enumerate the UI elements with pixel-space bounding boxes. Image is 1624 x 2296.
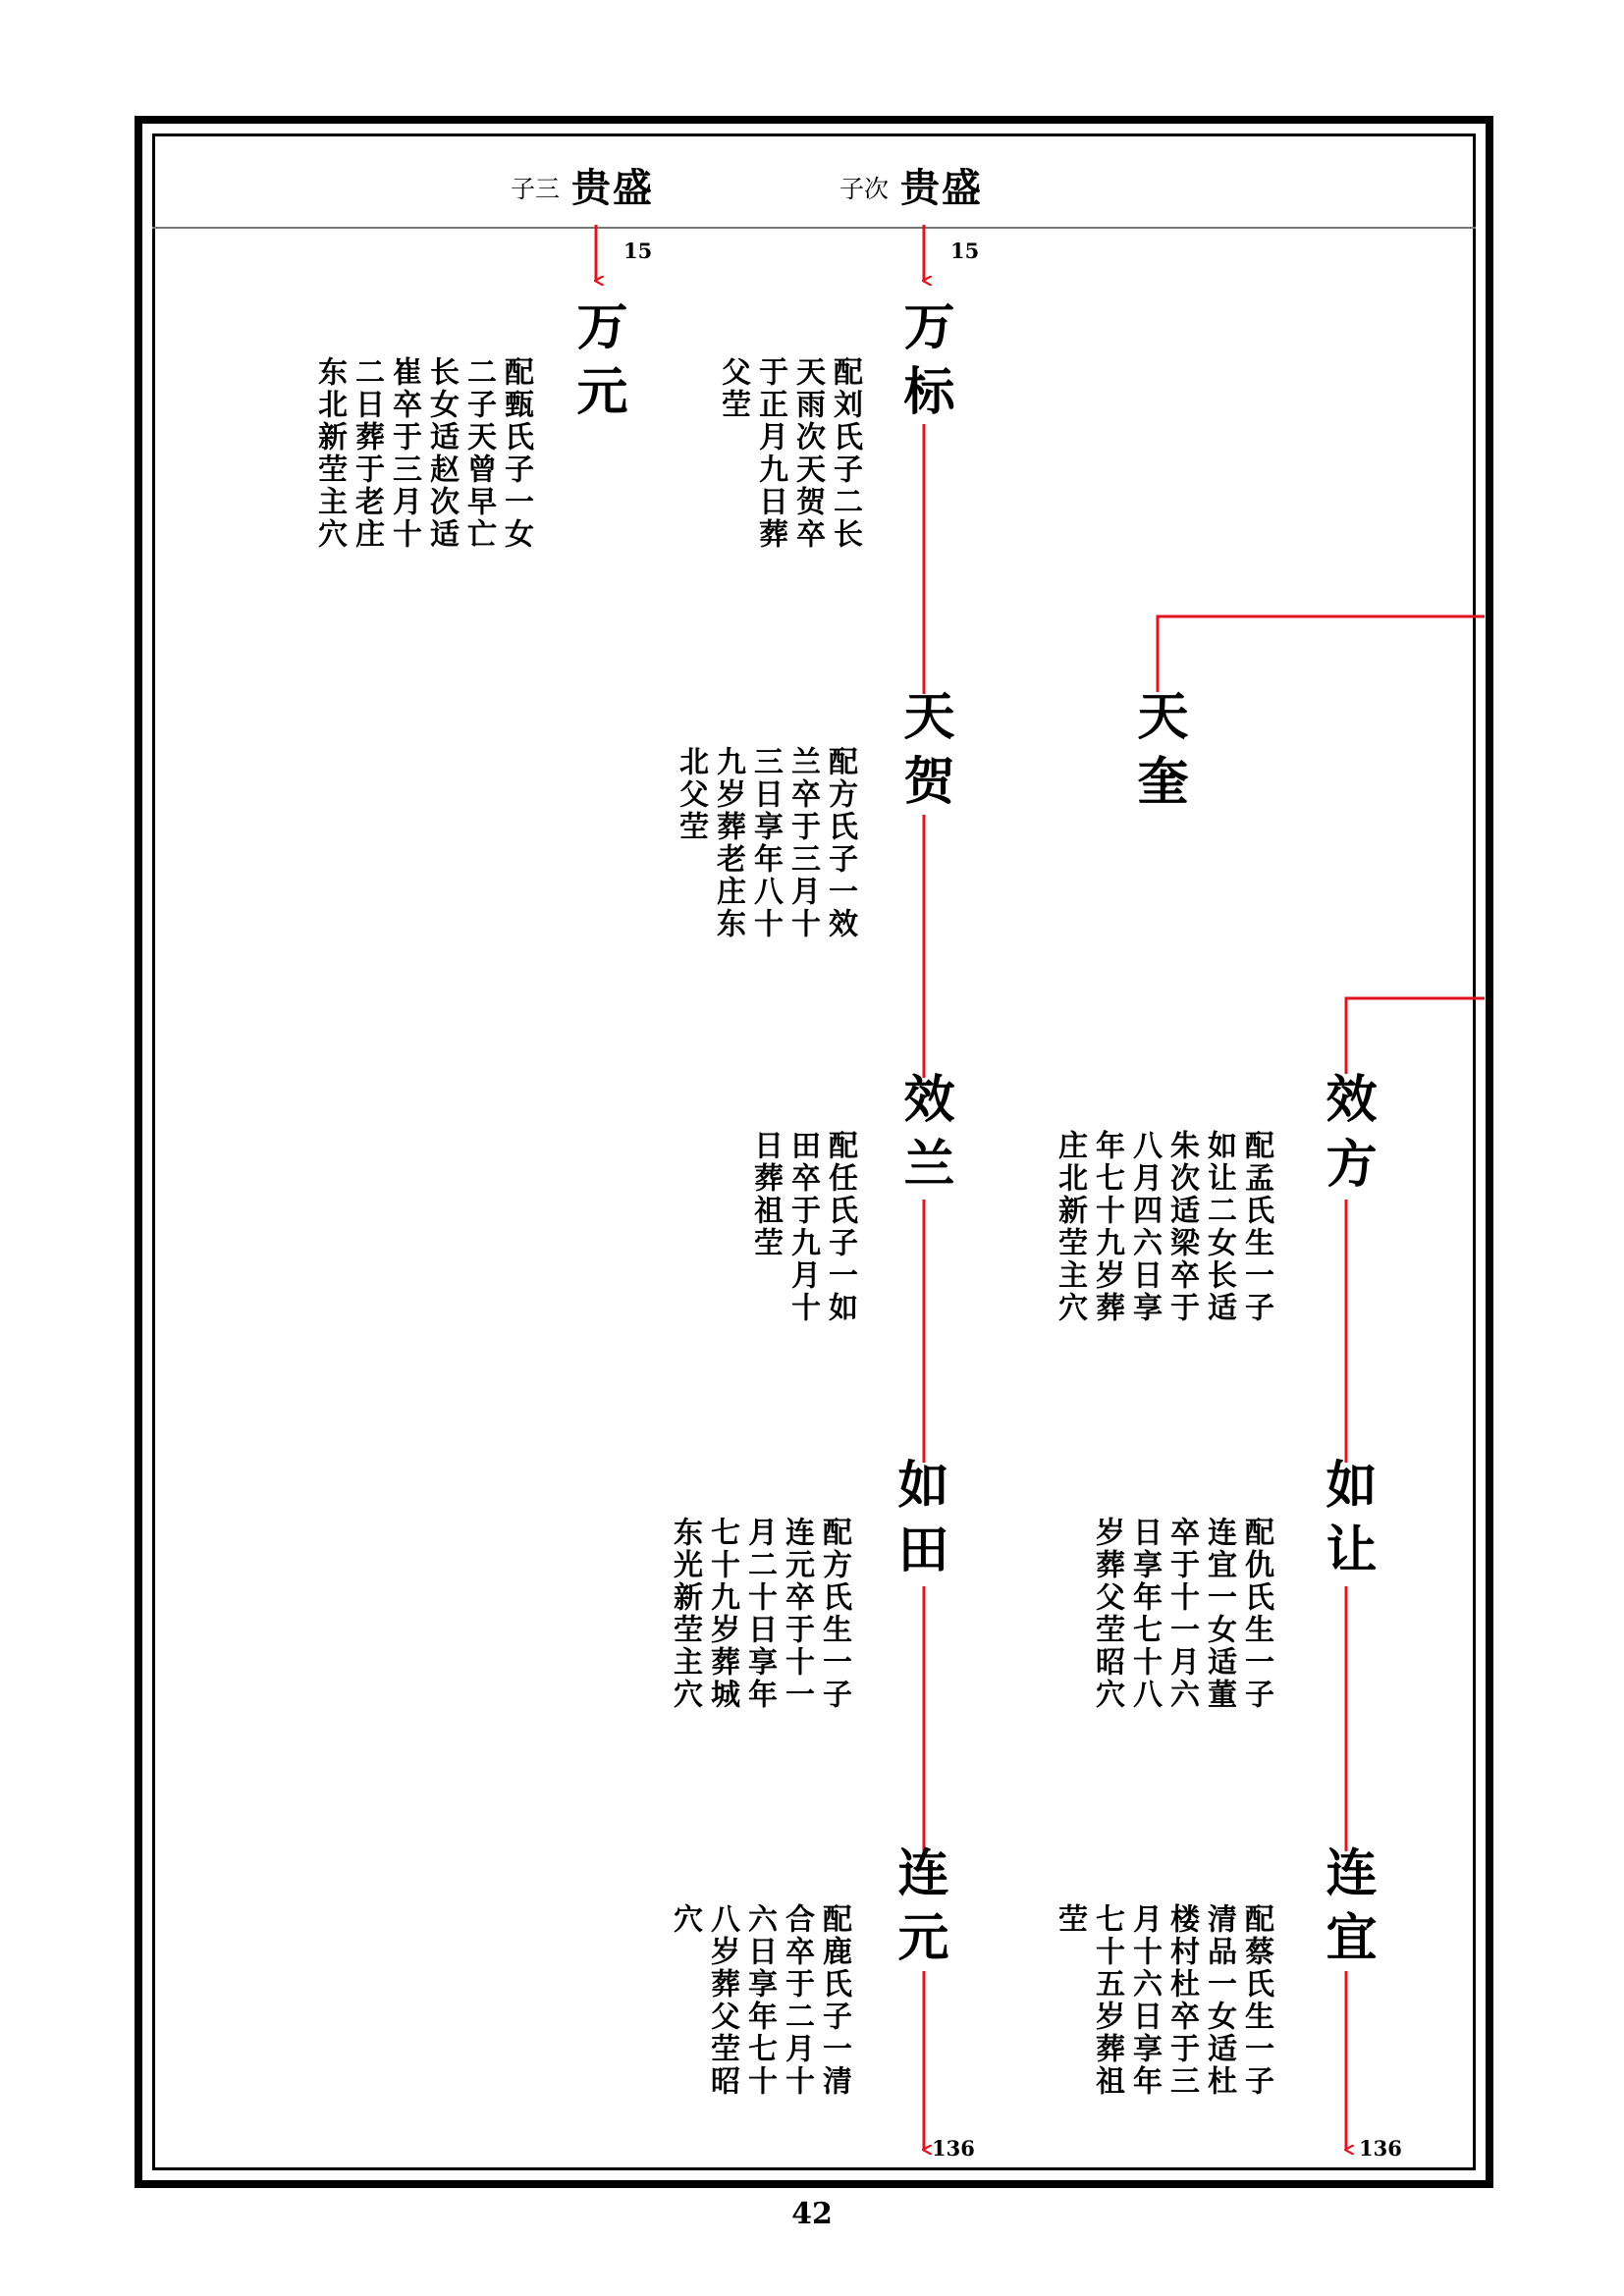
person-name-xiaolan: 效兰 — [894, 1072, 954, 1201]
footer-page-number: 42 — [791, 2197, 833, 2231]
person-note-xiaofang: 配孟氏生一子 如让二女长适 朱次适梁卒于 八月四六日享 年七十九岁葬 庄北新茔主穴 — [1053, 1130, 1273, 1324]
person-note-wanbiao: 配刘氏子二长 天雨次天贺卒 于正月九日葬 父茔 — [716, 356, 862, 551]
person-note-xiaolan: 配任氏子一如 田卒于九月十 日葬祖茔 — [748, 1130, 857, 1324]
header-ordinal-right: 子次 — [839, 175, 890, 203]
person-name-tianhe: 天贺 — [894, 689, 954, 819]
header-name-left: 贵盛 — [571, 165, 655, 211]
person-name-rutian: 如田 — [889, 1458, 948, 1587]
line-xiaofang-branch — [1346, 998, 1485, 1074]
person-note-rurang: 配仇氏生一子 连宜一女适董 卒于十一月六 日享年七十八 岁葬父茔昭穴 — [1090, 1517, 1273, 1711]
page-ref-bottom-right: 136 — [1359, 2136, 1402, 2161]
person-note-wanyuan: 配甄氏子一女 二子天曾早亡 长女适赵次适 崔卒于三月十 二日葬于老庄 东北新茔主穴 — [312, 356, 533, 551]
person-note-rutian: 配方氏生一子 连元卒于十一 月二十日享年 七十九岁葬城 东光新茔主穴 — [668, 1517, 851, 1711]
person-name-tiankui: 天奎 — [1128, 689, 1188, 819]
person-note-tianhe: 配方氏子一效 兰卒于三月十 三日享年八十 九岁葬老庄东 北父茔 — [674, 746, 857, 940]
person-note-lianyi: 配蔡氏生一子 清品一女适杜 楼村杜卒于三 月十六日享年 七十五岁葬祖 茔 — [1053, 1903, 1273, 2098]
person-name-wanyuan: 万元 — [568, 299, 627, 429]
page-ref-bottom-left: 136 — [932, 2136, 975, 2161]
person-name-rurang: 如让 — [1317, 1458, 1377, 1587]
person-name-lianyuan: 连元 — [889, 1845, 948, 1975]
person-name-lianyi: 连宜 — [1317, 1845, 1377, 1975]
person-name-wanbiao: 万标 — [894, 299, 954, 429]
line-tiankui-branch — [1158, 616, 1485, 692]
person-name-xiaofang: 效方 — [1317, 1072, 1377, 1201]
person-note-lianyuan: 配鹿氏子一清 合卒于二月十 六日享年七十 八岁葬父茔昭 穴 — [668, 1903, 851, 2098]
page-ref-top-right: 15 — [950, 239, 980, 263]
page-ref-top-left: 15 — [623, 239, 653, 263]
header-ordinal-left: 子三 — [511, 175, 561, 203]
header-name-right: 贵盛 — [900, 165, 984, 211]
